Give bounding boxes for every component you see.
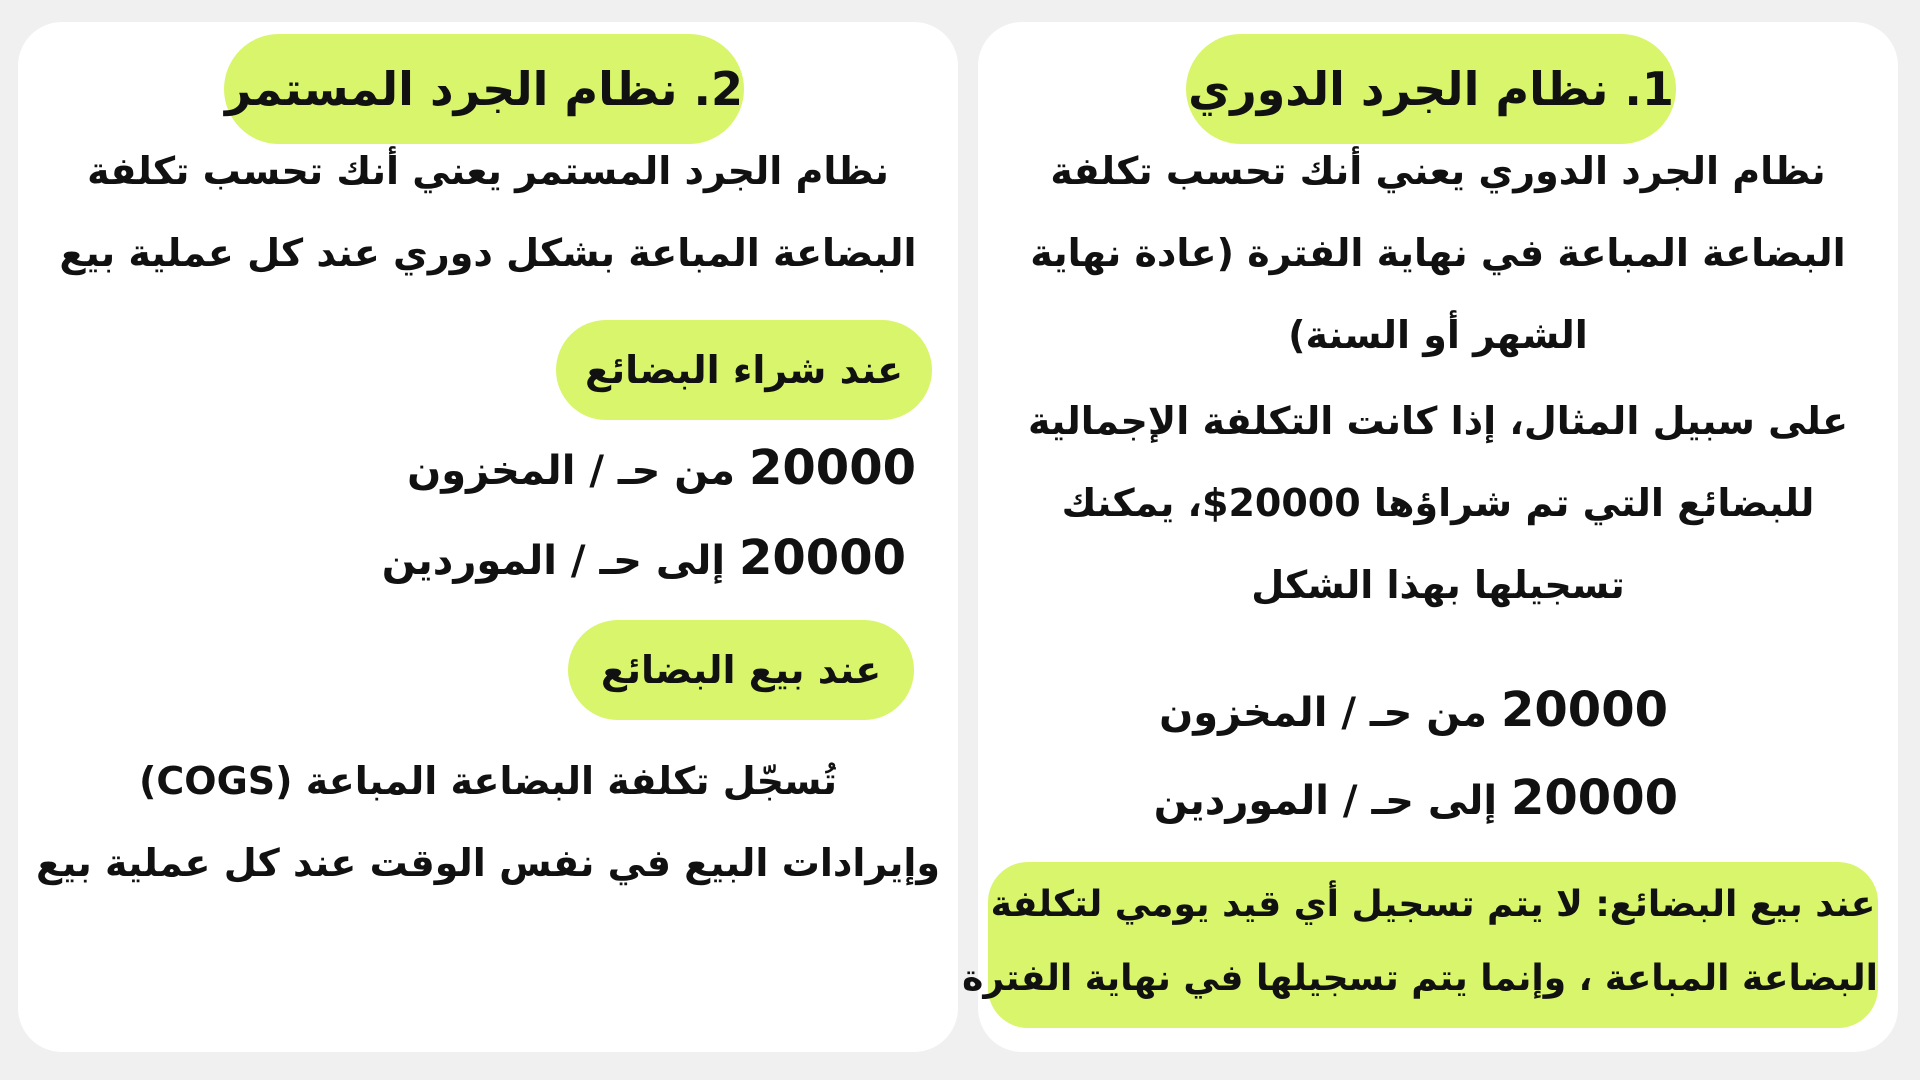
entry-account: من حـ / المخزون [407,448,736,494]
perpetual-inventory-card [18,22,958,1052]
entry-account: إلى حـ / الموردين [1153,778,1498,824]
periodic-example-line: تسجيلها بهذا الشكل [1251,563,1625,607]
entry-amount: 20000 [1501,682,1668,738]
periodic-description-line: الشهر أو السنة) [1288,313,1588,357]
periodic-example [978,380,1898,626]
perpetual-description-line: نظام الجرد المستمر يعني أنك تحسب تكلفة [87,149,889,193]
perpetual-sale-description [18,740,958,904]
periodic-description [978,130,1898,376]
periodic-description-line: البضاعة المباعة في نهاية الفترة (عادة نهاية [1030,231,1846,275]
periodic-sale-note-line: البضاعة المباعة ، وإنما يتم تسجيلها في نهاية الفترة [962,958,1878,999]
entry-account: إلى حـ / الموردين [381,538,726,584]
periodic-example-line: للبضائع التي تم شراؤها 20000$، يمكنك [1061,481,1815,525]
periodic-credit-entry [1154,768,1678,828]
sale-heading: عند بيع البضائع [568,620,914,720]
perpetual-sale-line: تُسجّل تكلفة البضاعة المباعة (COGS) [139,759,837,803]
entry-amount: 20000 [739,530,906,586]
perpetual-debit-entry [407,438,916,498]
periodic-sale-note-line: عند بيع البضائع: لا يتم تسجيل أي قيد يومي لتكلفة [990,884,1876,925]
perpetual-description [18,130,958,294]
perpetual-credit-entry [382,528,906,588]
entry-amount: 20000 [1511,770,1678,826]
periodic-example-line: على سبيل المثال، إذا كانت التكلفة الإجمالية [1027,399,1849,443]
perpetual-description-line: البضاعة المباعة بشكل دوري عند كل عملية بيع [59,231,917,275]
entry-account: من حـ / المخزون [1159,690,1488,736]
periodic-sale-note [962,862,1878,1028]
entry-amount: 20000 [749,440,916,496]
periodic-title: 1. نظام الجرد الدوري [1186,34,1676,144]
perpetual-title: 2. نظام الجرد المستمر [224,34,744,144]
perpetual-sale-line: وإيرادات البيع في نفس الوقت عند كل عملية بيع [36,841,940,885]
periodic-debit-entry [1159,680,1668,740]
periodic-inventory-card [962,22,1898,1052]
purchase-heading: عند شراء البضائع [556,320,932,420]
periodic-description-line: نظام الجرد الدوري يعني أنك تحسب تكلفة [1050,149,1826,193]
